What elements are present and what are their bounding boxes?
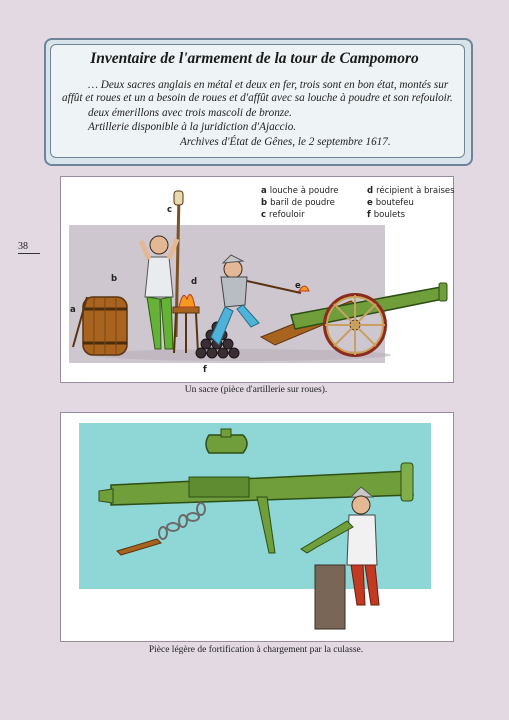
wedge-icon bbox=[117, 539, 161, 555]
gunner-with-rammer-icon bbox=[141, 191, 183, 349]
callout-a: a bbox=[70, 305, 76, 315]
page-number-rule bbox=[18, 253, 40, 254]
callout-f: f bbox=[203, 365, 207, 375]
quote-line-1: … Deux sacres anglais en métal et deux en fer, trois sont en bon état, montés sur bbox=[88, 79, 449, 91]
callout-e: e bbox=[295, 281, 301, 291]
figure-breech-loader bbox=[60, 412, 454, 642]
breech-loader-illustration bbox=[61, 413, 453, 641]
page-title: Inventaire de l'armement de la tour de Campomoro bbox=[90, 50, 419, 67]
quote-line-3: deux émerillons avec trois mascoli de bronze. bbox=[88, 107, 292, 119]
legend-item-e: e boutefeu bbox=[367, 198, 414, 208]
callout-d: d bbox=[191, 277, 198, 287]
legend-item-a: a louche à poudre bbox=[261, 186, 339, 196]
figure1-caption: Un sacre (pièce d'artillerie sur roues). bbox=[184, 385, 328, 395]
sacre-cannon-icon bbox=[261, 283, 447, 355]
callout-c: c bbox=[167, 205, 173, 215]
legend-item-b: b baril de poudre bbox=[261, 198, 335, 208]
figure-sacre bbox=[60, 176, 454, 383]
powder-barrel-icon bbox=[83, 297, 127, 355]
quote-source: Archives d'État de Gênes, le 2 septembre 1617. bbox=[180, 136, 391, 148]
callout-b: b bbox=[111, 274, 118, 284]
post-icon bbox=[315, 565, 345, 629]
page-number: 38 bbox=[18, 241, 28, 252]
legend-item-f: f boulets bbox=[367, 210, 406, 220]
quote-line-4: Artillerie disponible à la juridiction d'Ajaccio. bbox=[88, 121, 297, 133]
chain-icon bbox=[159, 503, 205, 539]
figure2-caption: Pièce légère de fortification à chargement par la culasse. bbox=[148, 645, 364, 655]
legend-item-c: c refouloir bbox=[261, 210, 305, 220]
quote-line-2: affût et roues et un a besoin de roues et d'affût avec sa louche à poudre et son refouloir. bbox=[62, 92, 453, 104]
legend-item-d: d récipient à braises bbox=[367, 186, 455, 196]
sacre-illustration bbox=[61, 177, 453, 382]
breech-chamber-icon bbox=[206, 429, 247, 453]
